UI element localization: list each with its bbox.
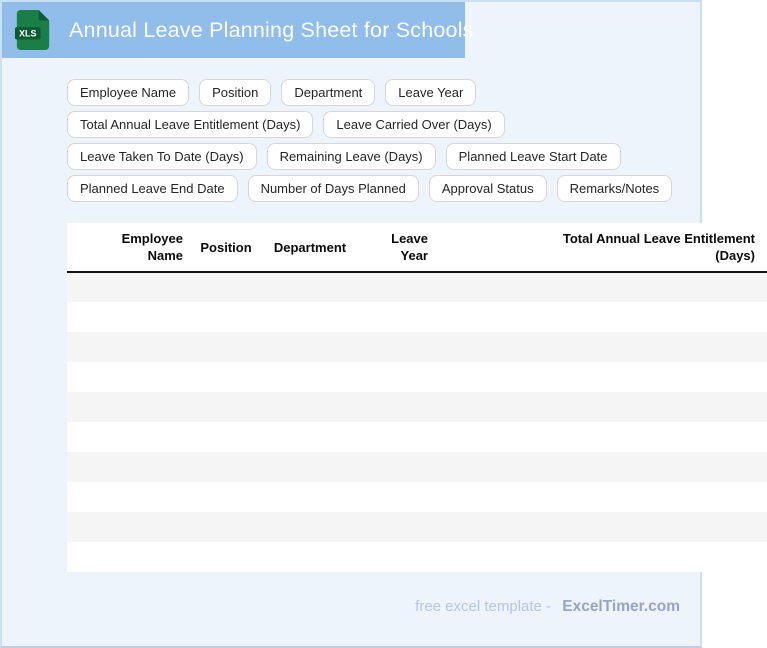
table-row (67, 542, 767, 572)
chip-remarks-notes[interactable]: Remarks/Notes (557, 175, 673, 202)
col-header-total-entitlement: Total Annual Leave Entitlement (Days) (434, 223, 767, 272)
chip-department[interactable]: Department (281, 79, 375, 106)
table-body (67, 272, 767, 572)
column-chips (67, 79, 700, 202)
chips-row-2 (67, 111, 700, 138)
chip-leave-taken-to-date[interactable]: Leave Taken To Date (Days) (67, 143, 257, 170)
leave-planning-table (67, 223, 767, 572)
table-row (67, 302, 767, 332)
table-row (67, 482, 767, 512)
col-header-department: Department (263, 223, 357, 272)
table-row (67, 362, 767, 392)
xls-icon-label: XLS (19, 28, 37, 39)
table-row (67, 512, 767, 542)
chip-approval-status[interactable]: Approval Status (429, 175, 547, 202)
chips-row-3 (67, 143, 700, 170)
chip-number-of-days-planned[interactable]: Number of Days Planned (248, 175, 419, 202)
spreadsheet-preview (67, 223, 755, 572)
table-row (67, 332, 767, 362)
chips-row-1 (67, 79, 700, 106)
page-title: Annual Leave Planning Sheet for Schools (69, 17, 474, 42)
col-header-employee-name: Employee Name (67, 223, 189, 272)
chip-employee-name[interactable]: Employee Name (67, 79, 189, 106)
chip-leave-carried-over[interactable]: Leave Carried Over (Days) (323, 111, 504, 138)
table-row (67, 272, 767, 302)
chip-leave-year[interactable]: Leave Year (385, 79, 476, 106)
chip-planned-leave-end-date[interactable]: Planned Leave End Date (67, 175, 238, 202)
footer-text: free excel template - (415, 598, 552, 615)
col-header-leave-year: Leave Year (357, 223, 434, 272)
xls-file-icon (14, 9, 52, 51)
title-bar (2, 2, 474, 58)
table-row (67, 422, 767, 452)
chip-planned-leave-start-date[interactable]: Planned Leave Start Date (446, 143, 621, 170)
table-header-row (67, 223, 767, 272)
table-row (67, 452, 767, 482)
chips-row-4 (67, 175, 700, 202)
table-row (67, 392, 767, 422)
brand-link[interactable]: ExcelTimer.com (562, 598, 680, 615)
chip-total-annual-leave-entitlement[interactable]: Total Annual Leave Entitlement (Days) (67, 111, 313, 138)
chip-remaining-leave[interactable]: Remaining Leave (Days) (267, 143, 436, 170)
col-header-position: Position (189, 223, 263, 272)
chip-position[interactable]: Position (199, 79, 271, 106)
footer (415, 598, 680, 616)
